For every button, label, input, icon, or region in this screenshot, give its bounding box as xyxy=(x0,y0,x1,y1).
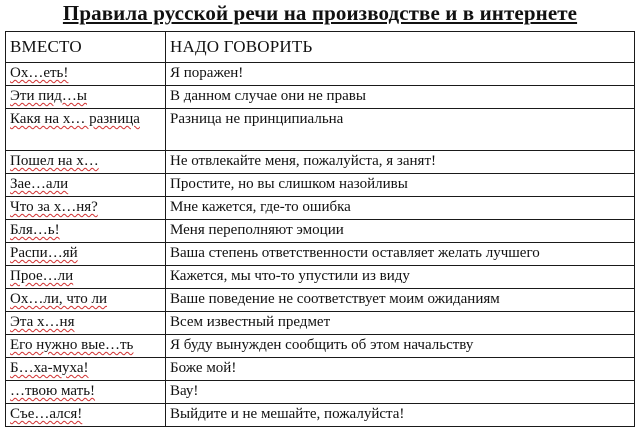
cell-instead xyxy=(6,381,166,404)
table-row xyxy=(6,289,635,312)
cell-instead-text: Пошел на х… xyxy=(10,153,99,169)
table-row xyxy=(6,86,635,109)
cell-instead xyxy=(6,358,166,381)
cell-should-say: Меня переполняют эмоции xyxy=(166,220,635,243)
cell-should-say: Я буду вынужден сообщить об этом начальству xyxy=(166,335,635,358)
table-row xyxy=(6,358,635,381)
cell-instead xyxy=(6,266,166,289)
table-row xyxy=(6,243,635,266)
rules-table xyxy=(5,31,635,427)
cell-instead-text: Ох…ли, что ли xyxy=(10,291,108,307)
cell-should-say: Ваша степень ответственности оставляет желать лучшего xyxy=(166,243,635,266)
cell-instead-text: Зае…али xyxy=(10,176,69,192)
table-row xyxy=(6,335,635,358)
cell-instead-text: Что за х…ня? xyxy=(10,199,98,215)
cell-instead xyxy=(6,63,166,86)
cell-instead xyxy=(6,151,166,174)
cell-instead xyxy=(6,243,166,266)
table-row xyxy=(6,220,635,243)
cell-instead-text: Эта х…ня xyxy=(10,314,75,330)
cell-instead-text: Б…ха-муха! xyxy=(10,360,89,376)
table-row xyxy=(6,63,635,86)
cell-instead-text: …твою мать! xyxy=(10,383,96,399)
cell-instead xyxy=(6,335,166,358)
cell-should-say: Кажется, мы что-то упустили из виду xyxy=(166,266,635,289)
cell-instead-text: Эти пид…ы xyxy=(10,88,87,104)
table-row xyxy=(6,174,635,197)
cell-should-say: Не отвлекайте меня, пожалуйста, я занят! xyxy=(166,151,635,174)
table-header-row xyxy=(6,32,635,63)
table-row xyxy=(6,312,635,335)
cell-instead xyxy=(6,312,166,335)
table-row xyxy=(6,266,635,289)
cell-should-say: Всем известный предмет xyxy=(166,312,635,335)
cell-should-say: В данном случае они не правы xyxy=(166,86,635,109)
cell-instead xyxy=(6,174,166,197)
cell-instead xyxy=(6,289,166,312)
cell-instead xyxy=(6,404,166,427)
cell-instead xyxy=(6,220,166,243)
header-should-say: НАДО ГОВОРИТЬ xyxy=(166,32,635,63)
cell-instead xyxy=(6,86,166,109)
cell-should-say: Мне кажется, где-то ошибка xyxy=(166,197,635,220)
cell-should-say: Ваше поведение не соответствует моим ожиданиям xyxy=(166,289,635,312)
cell-should-say: Разница не принципиальна xyxy=(166,109,635,151)
cell-instead-text: Его нужно вые…ть xyxy=(10,337,134,353)
table-row xyxy=(6,151,635,174)
cell-instead-text: Прое…ли xyxy=(10,268,74,284)
cell-instead-text: Съе…ался! xyxy=(10,406,83,422)
cell-should-say: Я поражен! xyxy=(166,63,635,86)
table-row xyxy=(6,197,635,220)
header-instead: ВМЕСТО xyxy=(6,32,166,63)
cell-instead-text: Бля…ь! xyxy=(10,222,60,238)
cell-instead xyxy=(6,197,166,220)
cell-should-say: Боже мой! xyxy=(166,358,635,381)
cell-instead-text: Ох…еть! xyxy=(10,65,69,81)
cell-should-say: Выйдите и не мешайте, пожалуйста! xyxy=(166,404,635,427)
cell-instead-text: Распи…яй xyxy=(10,245,78,261)
table-row xyxy=(6,381,635,404)
cell-instead xyxy=(6,109,166,151)
table-row xyxy=(6,109,635,151)
cell-should-say: Вау! xyxy=(166,381,635,404)
cell-should-say: Простите, но вы слишком назойливы xyxy=(166,174,635,197)
table-row xyxy=(6,404,635,427)
cell-instead-text: Какя на х… разница xyxy=(10,111,140,127)
page-title: Правила русской речи на производстве и в интернете xyxy=(62,1,578,25)
